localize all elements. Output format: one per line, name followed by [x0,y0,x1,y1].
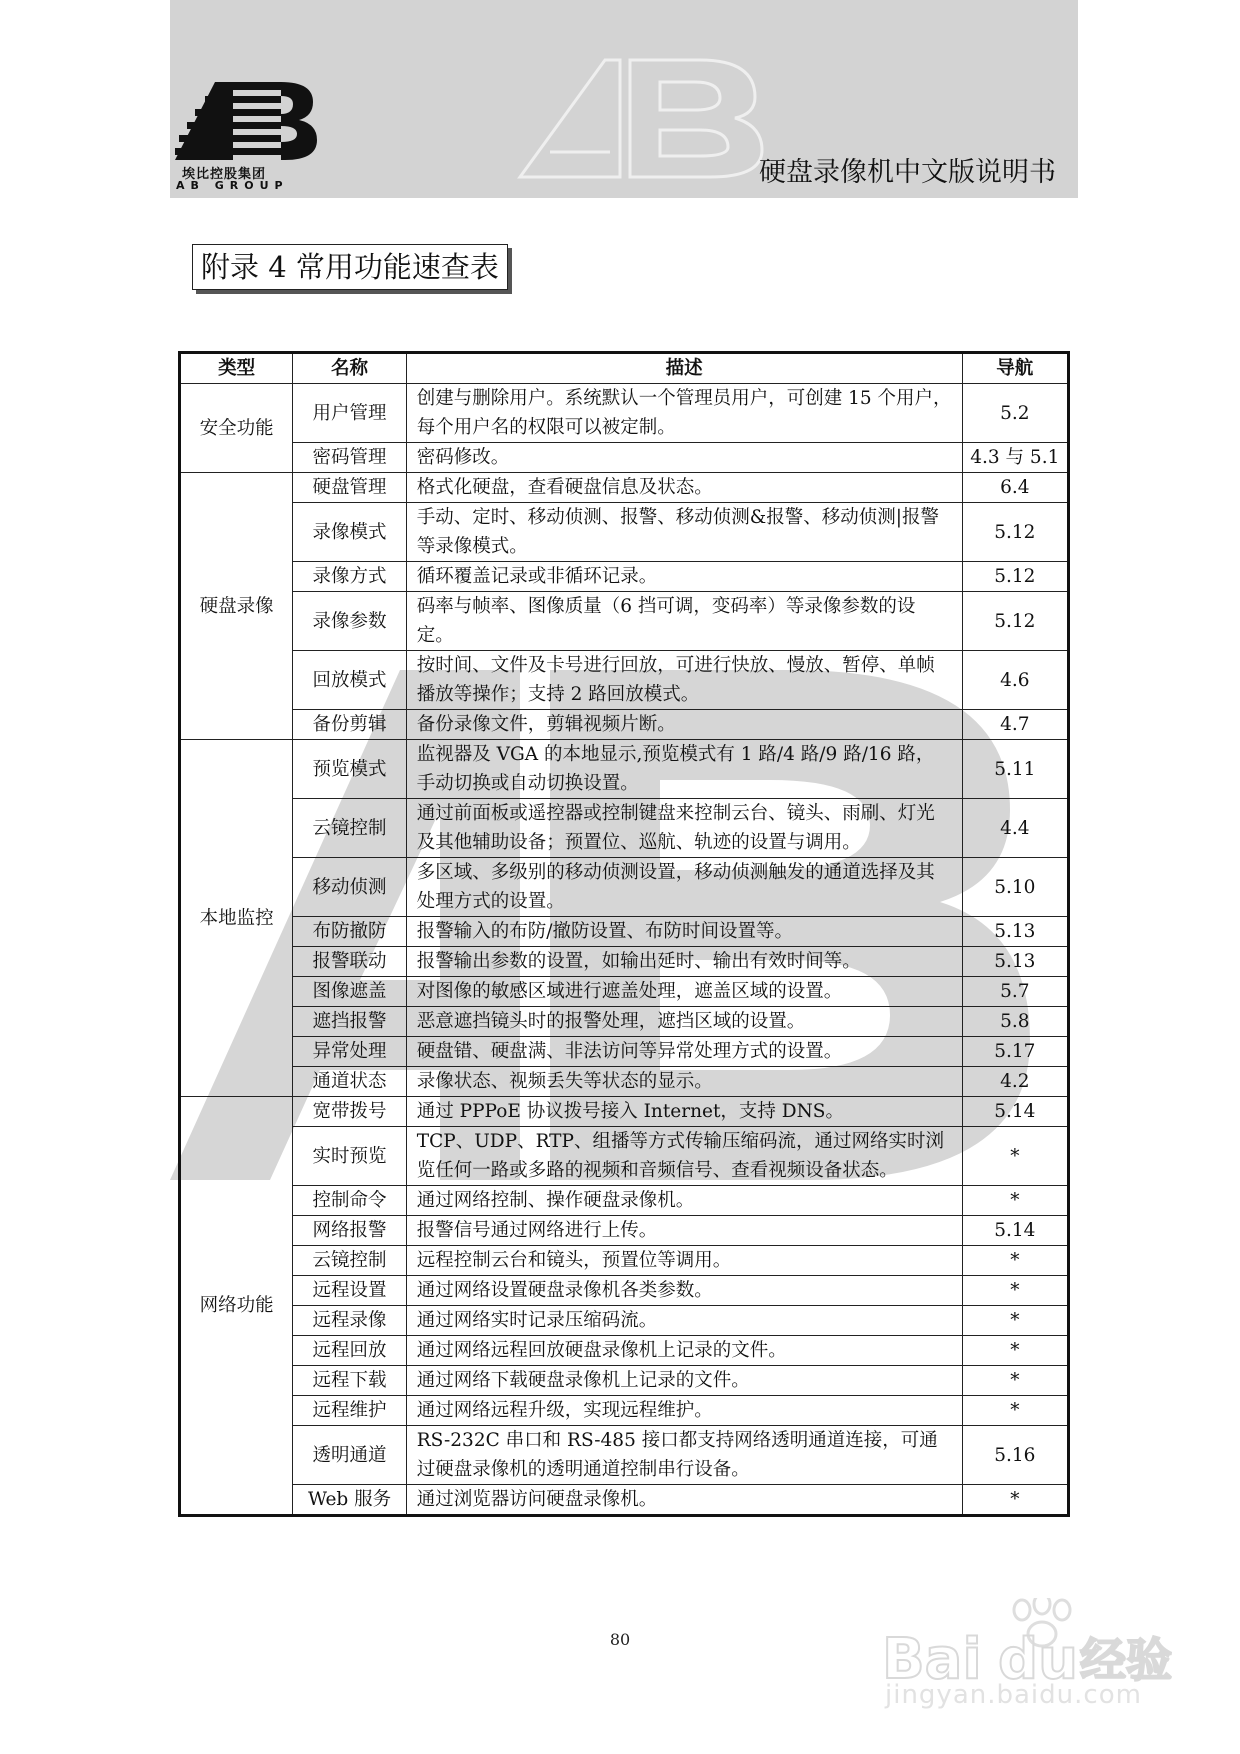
table-row [180,1127,1069,1186]
function-name-cell: 云镜控制 [293,799,406,858]
navigation-section-cell: 5.16 [962,1426,1068,1485]
function-name-cell: 遮挡报警 [293,1007,406,1037]
description-cell: 远程控制云台和镜头，预置位等调用。 [406,1246,962,1276]
navigation-section-cell: 5.14 [962,1097,1068,1127]
navigation-section-cell: * [962,1246,1068,1276]
table-row [180,740,1069,799]
navigation-section-cell: 5.11 [962,740,1068,799]
description-cell: 备份录像文件，剪辑视频片断。 [406,710,962,740]
header-name: 名称 [293,353,406,384]
table-row [180,503,1069,562]
navigation-section-cell: * [962,1366,1068,1396]
navigation-section-cell: 5.13 [962,917,1068,947]
baidu-jingyan-cn: 经验 [1080,1633,1172,1687]
header-description: 描述 [406,353,962,384]
category-cell: 硬盘录像 [180,473,293,740]
table-row [180,1276,1069,1306]
navigation-section-cell: 5.2 [962,384,1068,443]
category-cell: 本地监控 [180,740,293,1097]
table-row [180,1246,1069,1276]
function-name-cell: 回放模式 [293,651,406,710]
navigation-section-cell: 4.7 [962,710,1068,740]
navigation-section-cell: 5.17 [962,1037,1068,1067]
table-row [180,1037,1069,1067]
description-cell: 通过网络控制、操作硬盘录像机。 [406,1186,962,1216]
table-row [180,1396,1069,1426]
function-name-cell: 录像方式 [293,562,406,592]
navigation-section-cell: 5.8 [962,1007,1068,1037]
function-name-cell: 异常处理 [293,1037,406,1067]
table-row [180,917,1069,947]
function-name-cell: 图像遮盖 [293,977,406,1007]
table-row [180,1186,1069,1216]
page-number: 80 [609,1630,631,1649]
description-cell: 硬盘错、硬盘满、非法访问等异常处理方式的设置。 [406,1037,962,1067]
category-cell: 网络功能 [180,1097,293,1516]
navigation-section-cell: 4.2 [962,1067,1068,1097]
table-row [180,799,1069,858]
function-name-cell: 远程录像 [293,1306,406,1336]
function-name-cell: 远程设置 [293,1276,406,1306]
navigation-section-cell: 4.6 [962,651,1068,710]
description-cell: TCP、UDP、RTP、组播等方式传输压缩码流，通过网络实时浏览任何一路或多路的视频和音频信号、查看视频设备状态。 [406,1127,962,1186]
table-row [180,977,1069,1007]
table-body [180,384,1069,1516]
logo-english-name: AB GROUP [176,179,289,192]
description-cell: 格式化硬盘，查看硬盘信息及状态。 [406,473,962,503]
navigation-section-cell: 4.3 与 5.1 [962,443,1068,473]
navigation-section-cell: * [962,1485,1068,1516]
table-row [180,651,1069,710]
table-row [180,710,1069,740]
description-cell: 报警输入的布防/撤防设置、布防时间设置等。 [406,917,962,947]
description-cell: 通过网络下载硬盘录像机上记录的文件。 [406,1366,962,1396]
navigation-section-cell: * [962,1186,1068,1216]
table-row [180,1336,1069,1366]
ab-emblem-watermark [510,52,770,182]
navigation-section-cell: 6.4 [962,473,1068,503]
table-row [180,1366,1069,1396]
description-cell: 录像状态、视频丢失等状态的显示。 [406,1067,962,1097]
table-row [180,473,1069,503]
function-name-cell: Web 服务 [293,1485,406,1516]
header-navigation: 导航 [962,353,1068,384]
description-cell: 循环覆盖记录或非循环记录。 [406,562,962,592]
appendix-title: 附录 4 常用功能速查表 [192,244,508,290]
description-cell: 对图像的敏感区域进行遮盖处理，遮盖区域的设置。 [406,977,962,1007]
description-cell: 密码修改。 [406,443,962,473]
description-cell: 按时间、文件及卡号进行回放，可进行快放、慢放、暂停、单帧播放等操作；支持 2 路回放模式。 [406,651,962,710]
function-name-cell: 通道状态 [293,1067,406,1097]
function-name-cell: 用户管理 [293,384,406,443]
table-row [180,1216,1069,1246]
description-cell: 码率与帧率、图像质量（6 挡可调，变码率）等录像参数的设定。 [406,592,962,651]
function-name-cell: 宽带拨号 [293,1097,406,1127]
category-cell: 安全功能 [180,384,293,473]
logo-chinese-name: 埃比控股集团 [182,167,267,182]
baidu-url: jingyan.baidu.com [885,1680,1142,1710]
function-quick-reference-table [178,351,1070,1517]
navigation-section-cell: 5.10 [962,858,1068,917]
function-name-cell: 实时预览 [293,1127,406,1186]
function-name-cell: 移动侦测 [293,858,406,917]
description-cell: 手动、定时、移动侦测、报警、移动侦测&报警、移动侦测|报警等录像模式。 [406,503,962,562]
function-name-cell: 透明通道 [293,1426,406,1485]
description-cell: 通过前面板或遥控器或控制键盘来控制云台、镜头、雨刷、灯光及其他辅助设备；预置位、巡航、轨迹的设置与调用。 [406,799,962,858]
navigation-section-cell: * [962,1336,1068,1366]
function-name-cell: 远程回放 [293,1336,406,1366]
navigation-section-cell: 4.4 [962,799,1068,858]
navigation-section-cell: 5.12 [962,562,1068,592]
description-cell: 恶意遮挡镜头时的报警处理，遮挡区域的设置。 [406,1007,962,1037]
table-row [180,443,1069,473]
navigation-section-cell: 5.12 [962,592,1068,651]
table-row [180,858,1069,917]
table-row [180,1306,1069,1336]
description-cell: RS-232C 串口和 RS-485 接口都支持网络透明通道连接，可通过硬盘录像机的透明通道控制串行设备。 [406,1426,962,1485]
description-cell: 通过浏览器访问硬盘录像机。 [406,1485,962,1516]
header-type: 类型 [180,353,293,384]
description-cell: 通过网络实时记录压缩码流。 [406,1306,962,1336]
navigation-section-cell: * [962,1396,1068,1426]
description-cell: 创建与删除用户。系统默认一个管理员用户，可创建 15 个用户，每个用户名的权限可以被定制。 [406,384,962,443]
table-row [180,592,1069,651]
table-row [180,947,1069,977]
table-row [180,384,1069,443]
function-name-cell: 报警联动 [293,947,406,977]
navigation-section-cell: * [962,1276,1068,1306]
table-row [180,1007,1069,1037]
function-name-cell: 密码管理 [293,443,406,473]
navigation-section-cell: 5.12 [962,503,1068,562]
table-row [180,1485,1069,1516]
function-name-cell: 录像参数 [293,592,406,651]
table-row [180,562,1069,592]
baidu-brand-text-2: du [998,1627,1078,1692]
description-cell: 报警输出参数的设置，如输出延时、输出有效时间等。 [406,947,962,977]
description-cell: 监视器及 VGA 的本地显示,预览模式有 1 路/4 路/9 路/16 路，手动切换或自动切换设置。 [406,740,962,799]
function-name-cell: 云镜控制 [293,1246,406,1276]
baidu-brand-text: Bai [882,1627,982,1692]
description-cell: 通过 PPPoE 协议拨号接入 Internet，支持 DNS。 [406,1097,962,1127]
function-name-cell: 布防撤防 [293,917,406,947]
function-name-cell: 备份剪辑 [293,710,406,740]
table-row [180,1426,1069,1485]
description-cell: 通过网络远程升级，实现远程维护。 [406,1396,962,1426]
table-row [180,1097,1069,1127]
header-band [170,0,1078,198]
function-name-cell: 远程下载 [293,1366,406,1396]
navigation-section-cell: 5.14 [962,1216,1068,1246]
description-cell: 通过网络设置硬盘录像机各类参数。 [406,1276,962,1306]
description-cell: 多区域、多级别的移动侦测设置，移动侦测触发的通道选择及其处理方式的设置。 [406,858,962,917]
function-name-cell: 录像模式 [293,503,406,562]
function-name-cell: 远程维护 [293,1396,406,1426]
table-header-row [180,353,1069,384]
navigation-section-cell: * [962,1127,1068,1186]
function-name-cell: 网络报警 [293,1216,406,1246]
manual-title: 硬盘录像机中文版说明书 [759,157,1056,188]
table-row [180,1067,1069,1097]
navigation-section-cell: 5.13 [962,947,1068,977]
navigation-section-cell: 5.7 [962,977,1068,1007]
description-cell: 通过网络远程回放硬盘录像机上记录的文件。 [406,1336,962,1366]
description-cell: 报警信号通过网络进行上传。 [406,1216,962,1246]
navigation-section-cell: * [962,1306,1068,1336]
function-name-cell: 硬盘管理 [293,473,406,503]
function-name-cell: 预览模式 [293,740,406,799]
function-name-cell: 控制命令 [293,1186,406,1216]
